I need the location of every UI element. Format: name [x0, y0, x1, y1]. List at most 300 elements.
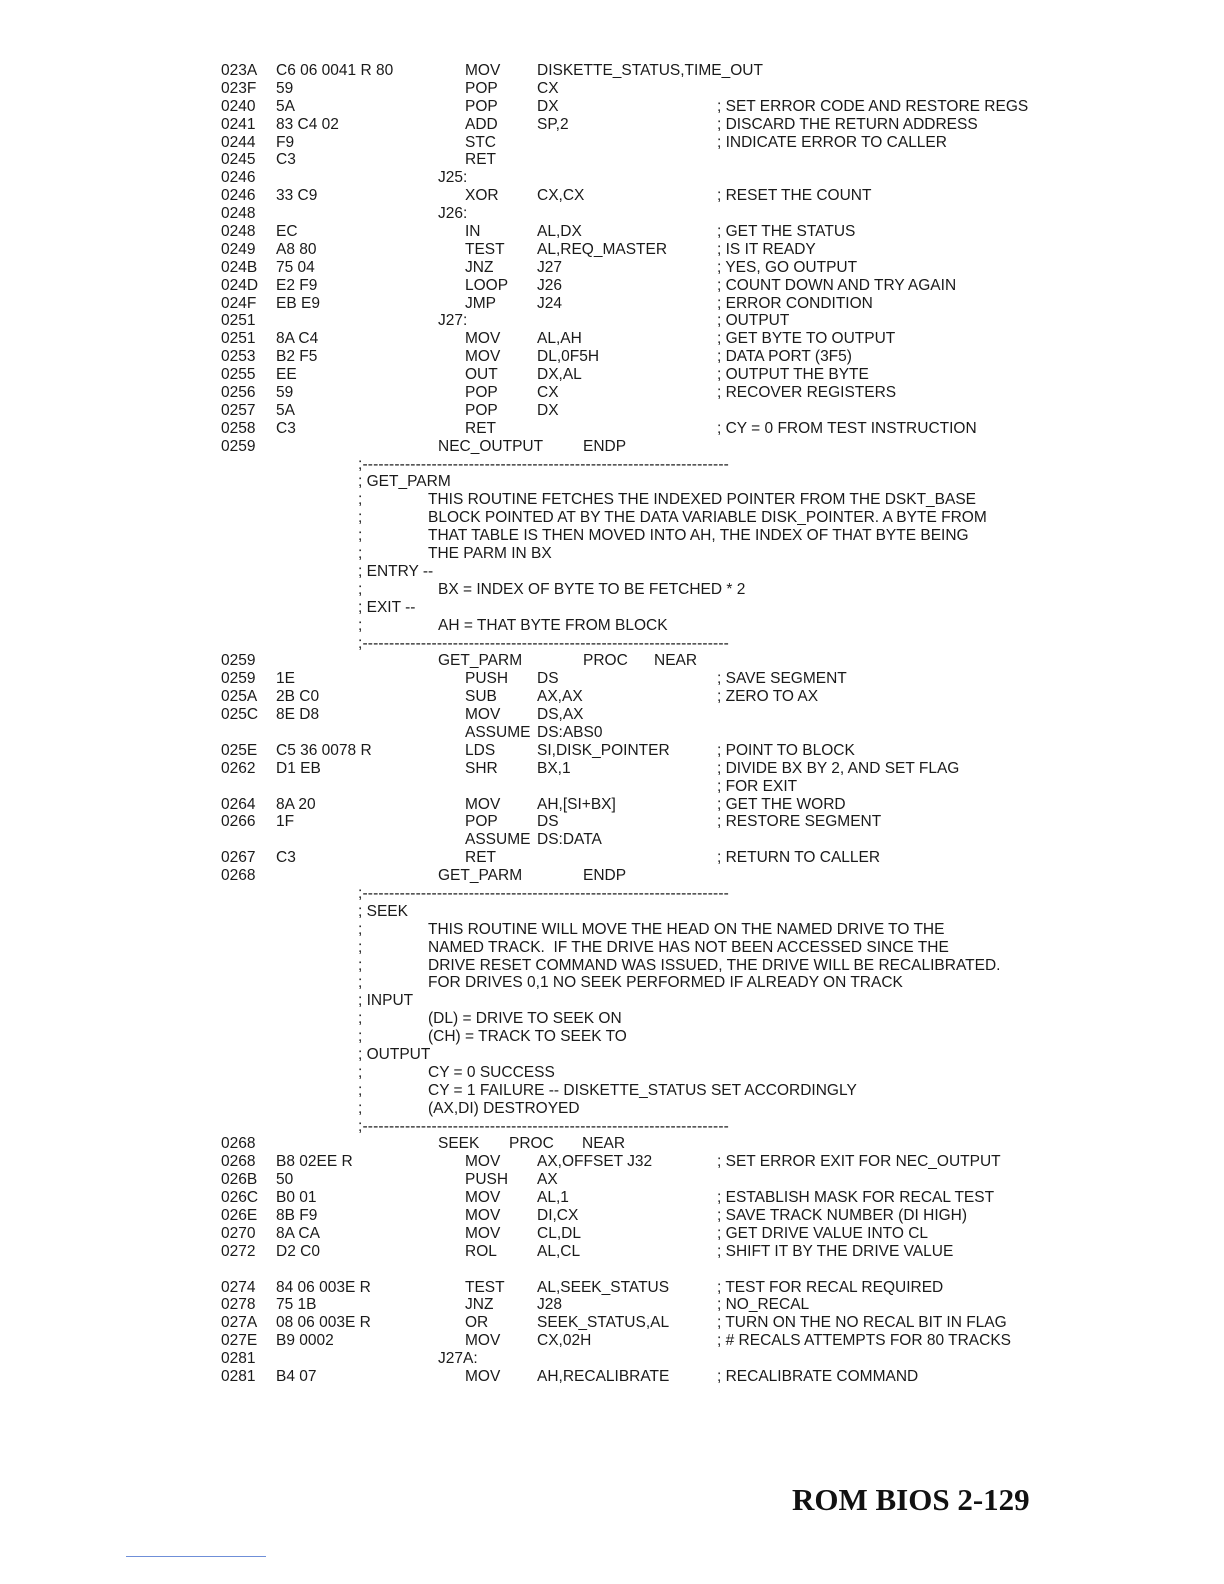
object-code: 75 1B — [276, 1296, 317, 1314]
mnemonic: LOOP — [465, 276, 509, 294]
listing-line — [0, 1046, 1224, 1064]
mnemonic: OUT — [465, 366, 498, 384]
object-code: 8B F9 — [276, 1207, 318, 1224]
operand: AL,REQ_MASTER — [537, 240, 668, 258]
comment: ; GET THE WORD — [717, 795, 846, 813]
address: 0264 — [221, 795, 256, 813]
address: 026E — [221, 1207, 258, 1224]
comment-marker: ; — [358, 527, 363, 545]
operand: DX — [537, 401, 559, 419]
listing-line — [0, 151, 1224, 169]
mnemonic: SUB — [465, 688, 497, 706]
listing-line — [0, 509, 1224, 527]
comment-text: NAMED TRACK. IF THE DRIVE HAS NOT BEEN ACCESSED SINCE THE — [428, 938, 949, 956]
listing-line — [0, 778, 1224, 796]
listing-line — [0, 1064, 1224, 1082]
mnemonic: SHR — [465, 759, 498, 777]
operand: CX,CX — [537, 187, 585, 205]
object-code: 08 06 003E R — [276, 1314, 371, 1332]
listing-line — [0, 348, 1224, 366]
listing-line — [0, 921, 1224, 939]
object-code: C6 06 0041 R 80 — [276, 62, 394, 79]
comment: ; RECALIBRATE COMMAND — [717, 1368, 919, 1386]
object-code: EC — [276, 223, 298, 241]
operand: DS:ABS0 — [537, 723, 603, 741]
listing-line — [0, 98, 1224, 116]
address: 0272 — [221, 1242, 256, 1260]
address: 0268 — [221, 1135, 256, 1153]
mnemonic: POP — [465, 97, 498, 115]
object-code: 33 C9 — [276, 187, 318, 205]
label: J25: — [438, 169, 468, 187]
address: 027A — [221, 1314, 258, 1332]
operand: DI,CX — [537, 1207, 579, 1224]
mnemonic: MOV — [465, 795, 501, 813]
mnemonic: MOV — [465, 1207, 501, 1224]
object-code: 8A CA — [276, 1224, 320, 1242]
object-code: B0 01 — [276, 1189, 317, 1207]
operand: DX — [537, 97, 559, 115]
listing-line — [0, 796, 1224, 814]
comment-text: AH = THAT BYTE FROM BLOCK — [438, 616, 668, 634]
listing-line — [0, 635, 1224, 653]
proc-keyword: PROC — [583, 652, 628, 670]
proc-name: NEC_OUTPUT — [438, 437, 544, 455]
listing-line — [0, 1279, 1224, 1297]
comment-marker: ; — [358, 580, 363, 598]
operand: AL,1 — [537, 1189, 569, 1207]
listing-line — [0, 1332, 1224, 1350]
object-code: C3 — [276, 151, 296, 169]
proc-type: NEAR — [582, 1135, 626, 1153]
comment-text: THE PARM IN BX — [428, 545, 552, 563]
comment: ; DISCARD THE RETURN ADDRESS — [717, 115, 978, 133]
listing-line — [0, 187, 1224, 205]
operand: SP,2 — [537, 115, 569, 133]
listing-line — [0, 957, 1224, 975]
address: 025A — [221, 688, 258, 706]
mnemonic: POP — [465, 79, 498, 97]
address: 0246 — [221, 187, 256, 205]
address: 0246 — [221, 169, 256, 187]
address: 0281 — [221, 1368, 256, 1386]
listing-line — [0, 1368, 1224, 1386]
listing-line — [0, 241, 1224, 259]
object-code: B9 0002 — [276, 1332, 334, 1350]
comment: ; FOR EXIT — [717, 777, 798, 795]
comment-text: FOR DRIVES 0,1 NO SEEK PERFORMED IF ALREADY ON TRACK — [428, 974, 903, 992]
listing-line — [0, 205, 1224, 223]
address: 0248 — [221, 205, 256, 223]
mnemonic: ASSUME — [465, 831, 531, 849]
address: 0262 — [221, 759, 256, 777]
comment: ; GET DRIVE VALUE INTO CL — [717, 1224, 929, 1242]
comment-text: (AX,DI) DESTROYED — [428, 1099, 580, 1117]
comment-text: THIS ROUTINE WILL MOVE THE HEAD ON THE NAMED DRIVE TO THE — [428, 920, 945, 938]
listing-line — [0, 259, 1224, 277]
mnemonic: POP — [465, 384, 498, 402]
listing-line — [0, 1028, 1224, 1046]
address: 0259 — [221, 652, 256, 670]
mnemonic: POP — [465, 813, 498, 831]
comment: ; SAVE TRACK NUMBER (DI HIGH) — [717, 1207, 968, 1224]
address: 025C — [221, 706, 259, 724]
address: 0248 — [221, 223, 256, 241]
mnemonic: RET — [465, 419, 496, 437]
object-code: EE — [276, 366, 297, 384]
operand: AX — [537, 1171, 558, 1189]
address: 0259 — [221, 437, 256, 455]
comment-text: BLOCK POINTED AT BY THE DATA VARIABLE DISK_POINTER. A BYTE FROM — [428, 509, 987, 527]
address: 0259 — [221, 670, 256, 688]
address: 0253 — [221, 348, 256, 366]
mnemonic: ASSUME — [465, 723, 531, 741]
comment: ; ESTABLISH MASK FOR RECAL TEST — [717, 1189, 995, 1207]
address: 0274 — [221, 1278, 256, 1296]
address: 0270 — [221, 1224, 256, 1242]
mnemonic: MOV — [465, 1153, 501, 1171]
object-code: B8 02EE R — [276, 1153, 353, 1171]
object-code: D1 EB — [276, 759, 321, 777]
operand: J27 — [537, 258, 562, 276]
listing-line — [0, 420, 1224, 438]
listing-line — [0, 903, 1224, 921]
comment-marker: ; — [358, 974, 363, 992]
listing-line — [0, 473, 1224, 491]
separator-line: ;--------------------------------------------------------------------- — [358, 455, 729, 473]
mnemonic: RET — [465, 151, 496, 169]
address: 0266 — [221, 813, 256, 831]
comment: ; SHIFT IT BY THE DRIVE VALUE — [717, 1242, 954, 1260]
object-code: F9 — [276, 133, 295, 151]
comment-marker: ; — [358, 491, 363, 509]
listing-line — [0, 831, 1224, 849]
address: 0257 — [221, 401, 256, 419]
listing-line — [0, 1189, 1224, 1207]
listing-line — [0, 992, 1224, 1010]
address: 027E — [221, 1332, 258, 1350]
object-code: 8A C4 — [276, 330, 319, 348]
object-code: 8A 20 — [276, 795, 316, 813]
address: 0281 — [221, 1350, 256, 1368]
object-code: B2 F5 — [276, 348, 318, 366]
mnemonic: MOV — [465, 330, 501, 348]
listing-line — [0, 1171, 1224, 1189]
comment: ; OUTPUT THE BYTE — [717, 366, 869, 384]
bottom-rule — [126, 1556, 266, 1557]
comment: ; SET ERROR CODE AND RESTORE REGS — [717, 97, 1029, 115]
comment-text: THAT TABLE IS THEN MOVED INTO AH, THE INDEX OF THAT BYTE BEING — [428, 527, 969, 545]
object-code: D2 C0 — [276, 1242, 320, 1260]
comment-marker: ; — [358, 1063, 363, 1081]
comment: ; IS IT READY — [717, 240, 816, 258]
mnemonic: ADD — [465, 115, 498, 133]
comment-marker: ; — [358, 938, 363, 956]
mnemonic: OR — [465, 1314, 489, 1332]
address: 0244 — [221, 133, 256, 151]
section-header: ; OUTPUT — [358, 1045, 431, 1063]
operand: AL,DX — [537, 223, 582, 241]
separator-line: ;--------------------------------------------------------------------- — [358, 634, 729, 652]
mnemonic: JMP — [465, 294, 496, 312]
address: 026B — [221, 1171, 258, 1189]
listing-line — [0, 867, 1224, 885]
object-code: 83 C4 02 — [276, 115, 339, 133]
operand: CX — [537, 79, 559, 97]
object-code: EB E9 — [276, 294, 320, 312]
comment: ; RECOVER REGISTERS — [717, 384, 897, 402]
listing-line — [0, 1135, 1224, 1153]
comment-marker: ; — [358, 1099, 363, 1117]
address: 024D — [221, 276, 259, 294]
operand: DS:DATA — [537, 831, 602, 849]
address: 0241 — [221, 115, 256, 133]
section-header: ; GET_PARM — [358, 473, 451, 491]
comment-marker: ; — [358, 920, 363, 938]
object-code: 1F — [276, 813, 295, 831]
comment-marker: ; — [358, 956, 363, 974]
mnemonic: TEST — [465, 1278, 505, 1296]
mnemonic: JNZ — [465, 258, 494, 276]
operand: CL,DL — [537, 1224, 581, 1242]
listing-line — [0, 1118, 1224, 1136]
listing-line — [0, 652, 1224, 670]
object-code: 59 — [276, 79, 294, 97]
mnemonic: IN — [465, 223, 481, 241]
operand: CX,02H — [537, 1332, 592, 1350]
listing-line — [0, 330, 1224, 348]
mnemonic: MOV — [465, 1368, 501, 1386]
listing-line — [0, 1100, 1224, 1118]
listing-line — [0, 581, 1224, 599]
comment-text: CY = 0 SUCCESS — [428, 1063, 555, 1081]
comment-text: THIS ROUTINE FETCHES THE INDEXED POINTER FROM THE DSKT_BASE — [428, 491, 977, 509]
operand: BX,1 — [537, 759, 571, 777]
listing-line — [0, 688, 1224, 706]
object-code: C3 — [276, 849, 296, 867]
comment-marker: ; — [358, 616, 363, 634]
object-code: 1E — [276, 670, 295, 688]
operand: DX,AL — [537, 366, 582, 384]
listing-line — [0, 527, 1224, 545]
listing-line — [0, 80, 1224, 98]
listing-line — [0, 134, 1224, 152]
listing-line — [0, 366, 1224, 384]
listing-line — [0, 1225, 1224, 1243]
listing-line — [0, 760, 1224, 778]
object-code: C3 — [276, 419, 296, 437]
listing-line — [0, 1010, 1224, 1028]
object-code: 84 06 003E R — [276, 1278, 371, 1296]
listing-line — [0, 813, 1224, 831]
listing-line — [0, 456, 1224, 474]
object-code: A8 80 — [276, 240, 317, 258]
listing-line — [0, 1350, 1224, 1368]
object-code: B4 07 — [276, 1368, 317, 1386]
object-code: C5 36 0078 R — [276, 741, 372, 759]
operand: AL,AH — [537, 330, 582, 348]
listing-line — [0, 169, 1224, 187]
mnemonic: TEST — [465, 240, 505, 258]
comment: ; SET ERROR EXIT FOR NEC_OUTPUT — [717, 1153, 1001, 1171]
listing-line — [0, 1153, 1224, 1171]
address: 024F — [221, 294, 257, 312]
comment: ; CY = 0 FROM TEST INSTRUCTION — [717, 419, 977, 437]
separator-line: ;--------------------------------------------------------------------- — [358, 1117, 729, 1135]
comment-marker: ; — [358, 1028, 363, 1046]
comment: ; TURN ON THE NO RECAL BIT IN FLAG — [717, 1314, 1007, 1332]
operand: CX — [537, 384, 559, 402]
address: 0258 — [221, 419, 256, 437]
mnemonic: MOV — [465, 348, 501, 366]
section-header: ; ENTRY -- — [358, 562, 434, 580]
comment: ; RETURN TO CALLER — [717, 849, 881, 867]
listing-line — [0, 491, 1224, 509]
assembly-listing — [0, 62, 1224, 1386]
address: 0251 — [221, 330, 256, 348]
listing-line — [0, 742, 1224, 760]
comment: ; ZERO TO AX — [717, 688, 819, 706]
comment: ; GET THE STATUS — [717, 223, 856, 241]
comment-marker: ; — [358, 1081, 363, 1099]
address: 025E — [221, 741, 258, 759]
listing-line — [0, 974, 1224, 992]
comment-marker: ; — [358, 1010, 363, 1028]
proc-name: GET_PARM — [438, 652, 523, 670]
listing-line — [0, 223, 1224, 241]
mnemonic: RET — [465, 849, 496, 867]
mnemonic: MOV — [465, 62, 501, 79]
mnemonic: LDS — [465, 741, 496, 759]
address: 0268 — [221, 867, 256, 885]
page-footer: ROM BIOS 2-129 — [792, 1482, 1030, 1517]
proc-type: NEAR — [654, 652, 698, 670]
operand: AL,CL — [537, 1242, 581, 1260]
mnemonic: MOV — [465, 1332, 501, 1350]
address: 024B — [221, 258, 258, 276]
operand: AH,RECALIBRATE — [537, 1368, 670, 1386]
comment: ; OUTPUT — [717, 312, 790, 330]
section-header: ; SEEK — [358, 902, 408, 920]
address: 0249 — [221, 240, 256, 258]
mnemonic: PUSH — [465, 1171, 509, 1189]
section-header: ; EXIT -- — [358, 598, 416, 616]
operand: J26 — [537, 276, 562, 294]
proc-name: SEEK — [438, 1135, 480, 1153]
listing-line — [0, 939, 1224, 957]
address: 0268 — [221, 1153, 256, 1171]
listing-line — [0, 1261, 1224, 1279]
listing-line — [0, 617, 1224, 635]
listing-line — [0, 402, 1224, 420]
operand: AX,AX — [537, 688, 583, 706]
mnemonic: MOV — [465, 1224, 501, 1242]
listing-line — [0, 1207, 1224, 1225]
operand: AX,OFFSET J32 — [537, 1153, 653, 1171]
operand: DS — [537, 813, 559, 831]
operand: SI,DISK_POINTER — [537, 741, 670, 759]
listing-line — [0, 885, 1224, 903]
comment-text: (DL) = DRIVE TO SEEK ON — [428, 1010, 622, 1028]
operand: J24 — [537, 294, 562, 312]
comment: ; INDICATE ERROR TO CALLER — [717, 133, 947, 151]
comment: ; DATA PORT (3F5) — [717, 348, 852, 366]
listing-line — [0, 563, 1224, 581]
proc-keyword: PROC — [509, 1135, 554, 1153]
listing-line — [0, 1296, 1224, 1314]
operand: J28 — [537, 1296, 562, 1314]
comment: ; COUNT DOWN AND TRY AGAIN — [717, 276, 957, 294]
listing-line — [0, 384, 1224, 402]
operand: AL,SEEK_STATUS — [537, 1278, 670, 1296]
label: J26: — [438, 205, 468, 223]
listing-line — [0, 1314, 1224, 1332]
comment-marker: ; — [358, 509, 363, 527]
object-code: 50 — [276, 1171, 294, 1189]
proc-name: GET_PARM — [438, 867, 523, 885]
listing-line — [0, 295, 1224, 313]
operand: DS,AX — [537, 706, 584, 724]
comment: ; # RECALS ATTEMPTS FOR 80 TRACKS — [717, 1332, 1012, 1350]
mnemonic: POP — [465, 401, 498, 419]
mnemonic: ROL — [465, 1242, 497, 1260]
address: 026C — [221, 1189, 259, 1207]
comment: ; POINT TO BLOCK — [717, 741, 855, 759]
section-header: ; INPUT — [358, 992, 414, 1010]
address: 0278 — [221, 1296, 256, 1314]
listing-line — [0, 706, 1224, 724]
operand: DL,0F5H — [537, 348, 600, 366]
operand: DISKETTE_STATUS,TIME_OUT — [537, 62, 763, 79]
address: 0256 — [221, 384, 256, 402]
comment: ; GET BYTE TO OUTPUT — [717, 330, 896, 348]
address: 0240 — [221, 97, 256, 115]
object-code: 8E D8 — [276, 706, 320, 724]
address: 023A — [221, 62, 258, 79]
comment-text: DRIVE RESET COMMAND WAS ISSUED, THE DRIVE WILL BE RECALIBRATED. — [428, 956, 1001, 974]
listing-line — [0, 438, 1224, 456]
comment-text: (CH) = TRACK TO SEEK TO — [428, 1028, 627, 1046]
comment: ; ERROR CONDITION — [717, 294, 873, 312]
mnemonic: XOR — [465, 187, 499, 205]
address: 0267 — [221, 849, 256, 867]
comment: ; RESTORE SEGMENT — [717, 813, 882, 831]
mnemonic: STC — [465, 133, 496, 151]
listing-line — [0, 277, 1224, 295]
comment: ; NO_RECAL — [717, 1296, 810, 1314]
object-code: 59 — [276, 384, 294, 402]
proc-keyword: ENDP — [583, 437, 627, 455]
comment: ; RESET THE COUNT — [717, 187, 872, 205]
mnemonic: MOV — [465, 1189, 501, 1207]
mnemonic: JNZ — [465, 1296, 494, 1314]
address: 0245 — [221, 151, 256, 169]
listing-line — [0, 1082, 1224, 1100]
proc-keyword: ENDP — [583, 867, 627, 885]
label: J27: — [438, 312, 468, 330]
object-code: 2B C0 — [276, 688, 320, 706]
mnemonic: PUSH — [465, 670, 509, 688]
operand: DS — [537, 670, 559, 688]
object-code: 5A — [276, 97, 295, 115]
object-code: E2 F9 — [276, 276, 318, 294]
listing-line — [0, 849, 1224, 867]
comment-text: CY = 1 FAILURE -- DISKETTE_STATUS SET ACCORDINGLY — [428, 1081, 857, 1099]
comment: ; TEST FOR RECAL REQUIRED — [717, 1278, 944, 1296]
mnemonic: MOV — [465, 706, 501, 724]
listing-line — [0, 670, 1224, 688]
listing-line — [0, 599, 1224, 617]
